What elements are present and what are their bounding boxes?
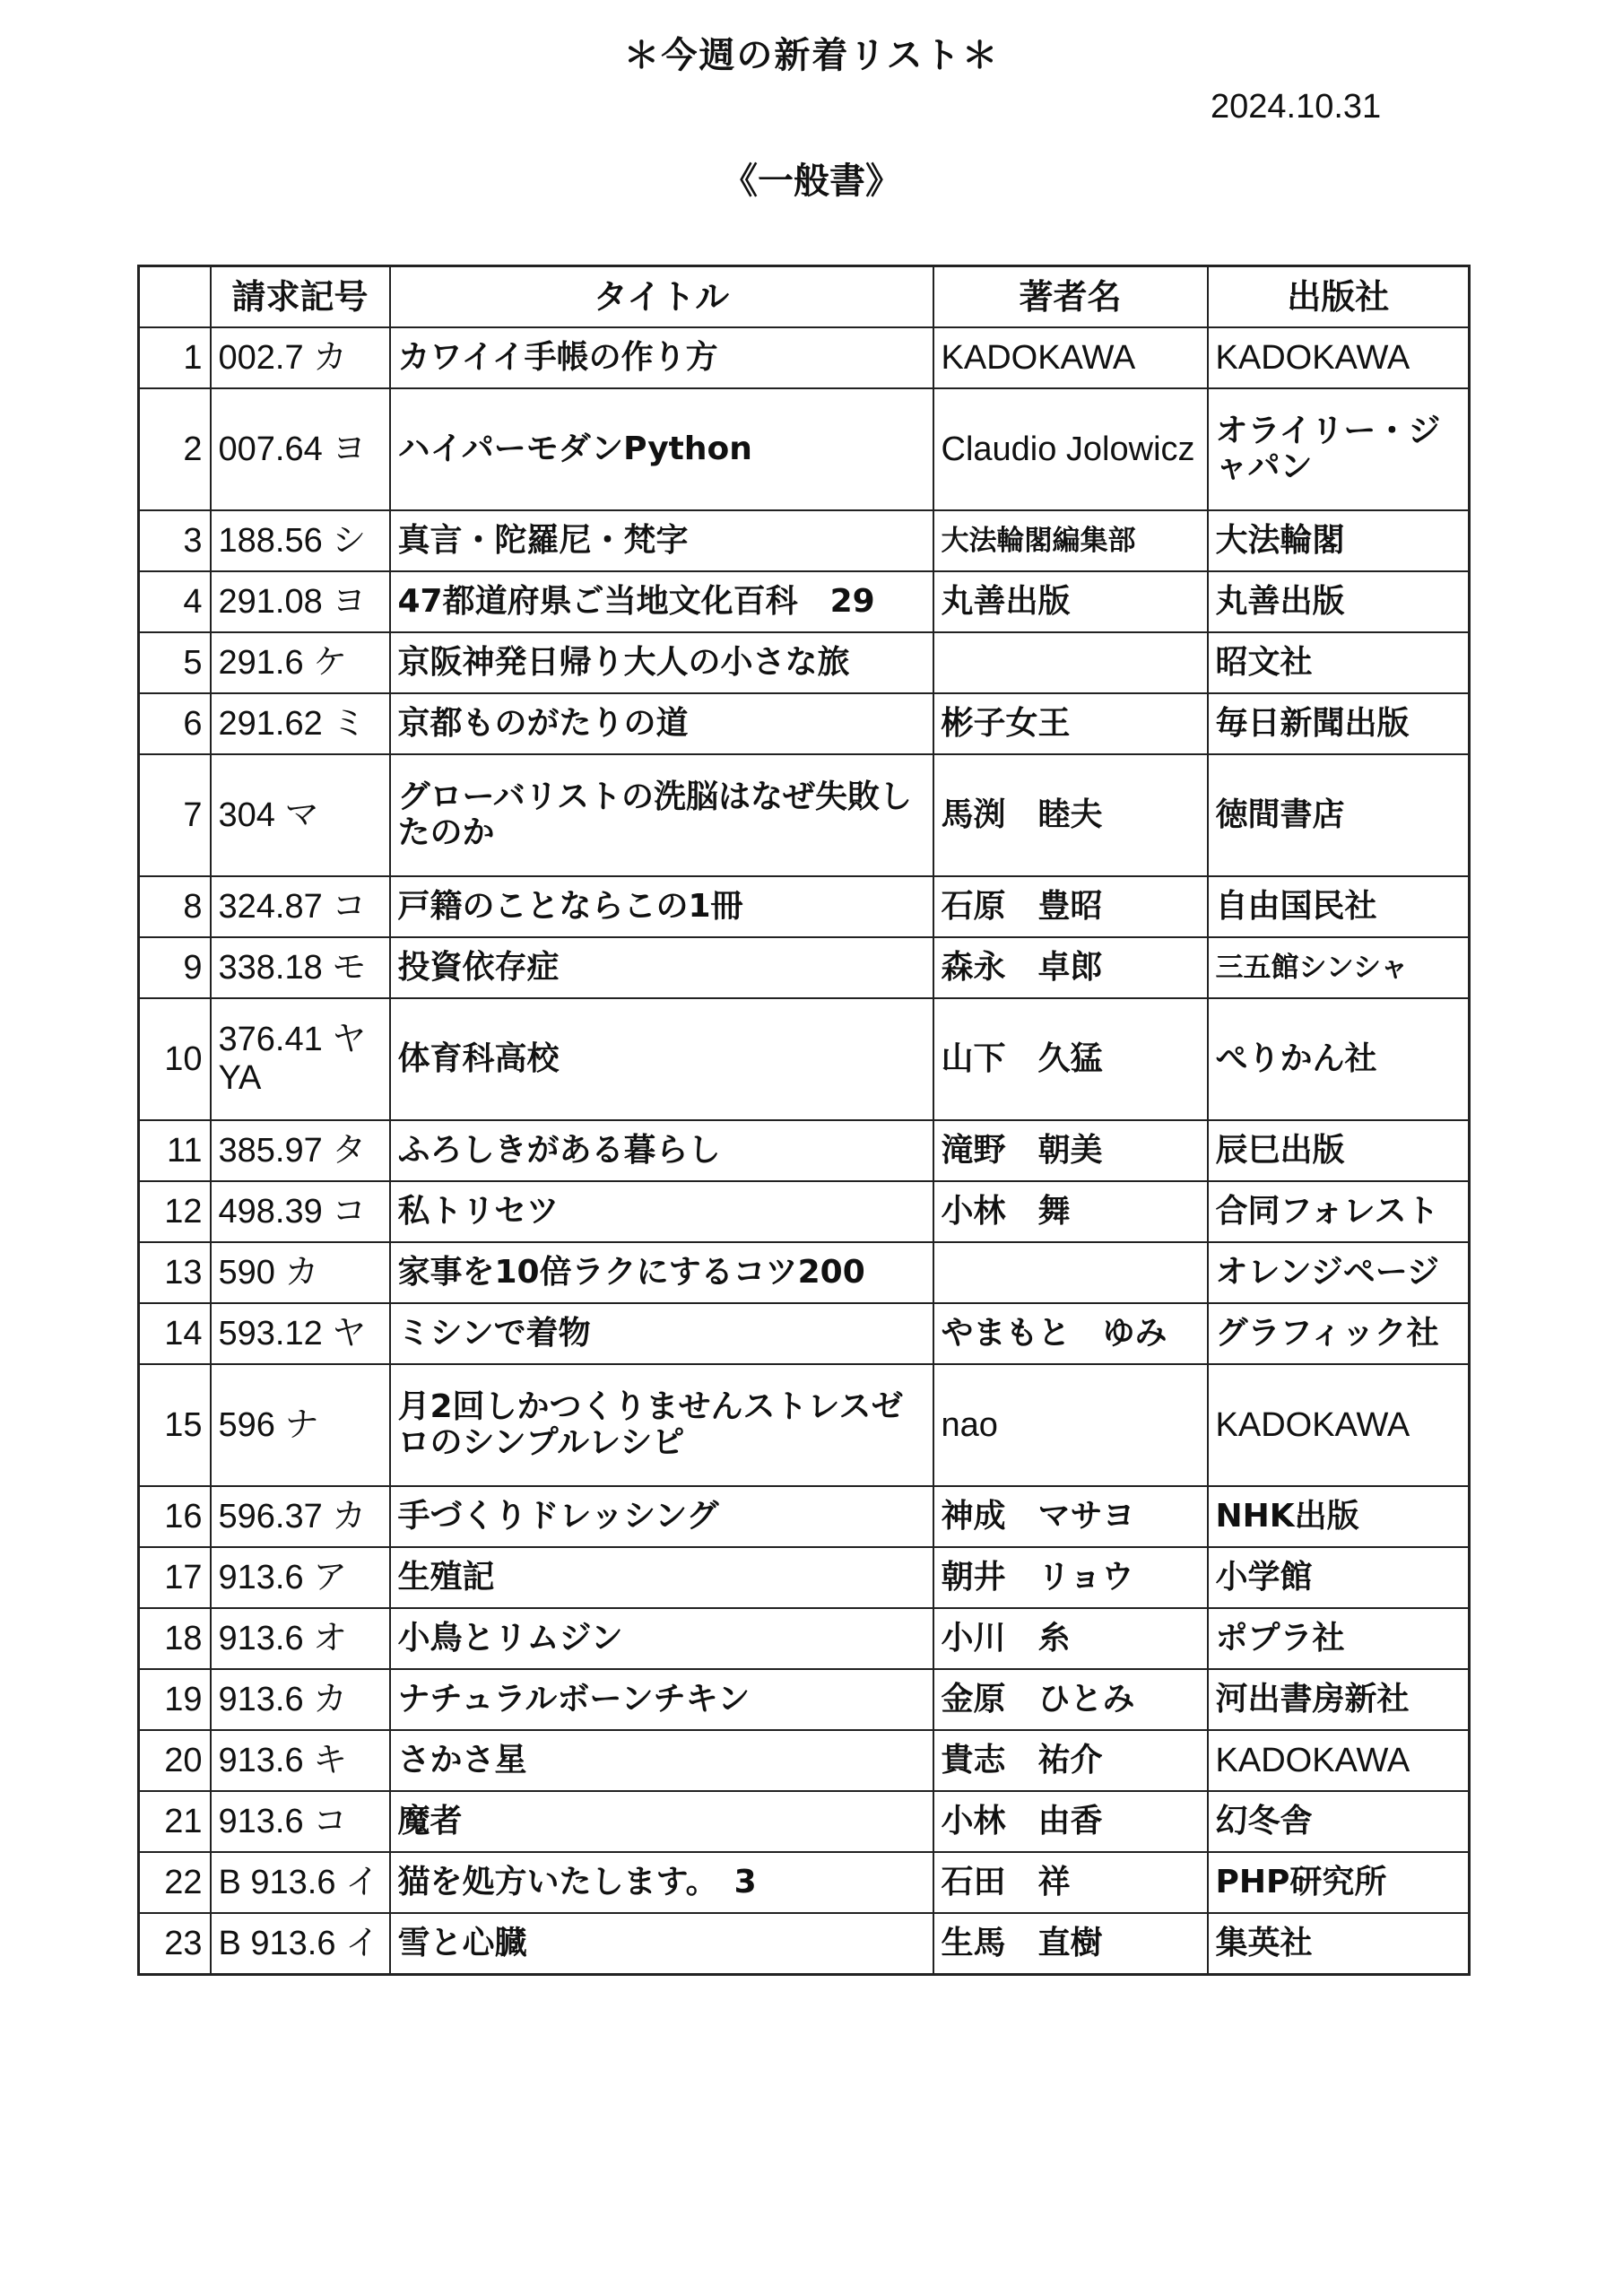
table-row [139,571,1470,632]
table-row [139,327,1470,388]
author-name: 山下 久猛 [933,998,1208,1120]
author-name: 大法輪閣編集部 [933,510,1208,571]
table-row [139,1669,1470,1730]
author-name: 彬子女王 [933,693,1208,754]
publisher-name: ポプラ社 [1208,1608,1470,1669]
table-header-row [139,266,1470,328]
book-title: ふろしきがある暮らし [390,1120,933,1181]
table-row [139,1120,1470,1181]
book-title: カワイイ手帳の作り方 [390,327,933,388]
author-name: 神成 マサヨ [933,1486,1208,1547]
column-header-title: タイトル [390,266,933,328]
author-name: 朝井 リョウ [933,1547,1208,1608]
row-number: 2 [139,388,211,510]
publisher-name: 幻冬舎 [1208,1791,1470,1852]
book-title: 京都ものがたりの道 [390,693,933,754]
call-number: 304 マ [211,754,390,876]
author-name: 石田 祥 [933,1852,1208,1913]
call-number: 593.12 ヤ [211,1303,390,1364]
call-number: 498.39 コ [211,1181,390,1242]
author-name [933,632,1208,693]
table-row [139,754,1470,876]
publisher-name: 徳間書店 [1208,754,1470,876]
call-number: 913.6 キ [211,1730,390,1791]
table-row [139,1303,1470,1364]
author-name: nao [933,1364,1208,1486]
row-number: 8 [139,876,211,937]
row-number: 3 [139,510,211,571]
publisher-name: 自由国民社 [1208,876,1470,937]
call-number: 376.41 ヤ YA [211,998,390,1120]
book-title: 雪と心臓 [390,1913,933,1975]
call-number: 596 ナ [211,1364,390,1486]
book-title: 家事を10倍ラクにするコツ200 [390,1242,933,1303]
row-number: 5 [139,632,211,693]
publisher-name: オライリー・ジャパン [1208,388,1470,510]
table-row [139,1608,1470,1669]
row-number: 12 [139,1181,211,1242]
author-name: Claudio Jolowicz [933,388,1208,510]
call-number: 291.62 ミ [211,693,390,754]
call-number: 913.6 コ [211,1791,390,1852]
call-number: 590 カ [211,1242,390,1303]
book-title: 月2回しかつくりませんストレスゼロのシンプルレシピ [390,1364,933,1486]
column-header-author: 著者名 [933,266,1208,328]
book-title: 戸籍のことならこの1冊 [390,876,933,937]
call-number: 385.97 タ [211,1120,390,1181]
call-number: 324.87 コ [211,876,390,937]
publisher-name: グラフィック社 [1208,1303,1470,1364]
author-name [933,1242,1208,1303]
author-name: 森永 卓郎 [933,937,1208,998]
call-number: 188.56 シ [211,510,390,571]
row-number: 19 [139,1669,211,1730]
book-title: 体育科高校 [390,998,933,1120]
author-name: 滝野 朝美 [933,1120,1208,1181]
row-number: 22 [139,1852,211,1913]
list-date: 2024.10.31 [1211,88,1382,126]
column-header-publisher: 出版社 [1208,266,1470,328]
author-name: 石原 豊昭 [933,876,1208,937]
author-name: 貴志 祐介 [933,1730,1208,1791]
table-row [139,937,1470,998]
table-row [139,1852,1470,1913]
row-number: 6 [139,693,211,754]
row-number: 14 [139,1303,211,1364]
row-number: 10 [139,998,211,1120]
call-number: 913.6 オ [211,1608,390,1669]
author-name: 金原 ひとみ [933,1669,1208,1730]
new-arrivals-table [137,265,1471,1976]
table-row [139,1913,1470,1975]
table-row [139,510,1470,571]
table-row [139,1181,1470,1242]
publisher-name: 三五館シンシャ [1208,937,1470,998]
book-title: さかさ星 [390,1730,933,1791]
author-name: 小林 由香 [933,1791,1208,1852]
table-row [139,1791,1470,1852]
book-title: 京阪神発日帰り大人の小さな旅 [390,632,933,693]
section-heading: 《一般書》 [722,161,901,202]
book-title: 投資依存症 [390,937,933,998]
row-number: 9 [139,937,211,998]
row-number: 1 [139,327,211,388]
publisher-name: KADOKAWA [1208,1364,1470,1486]
book-title: ナチュラルボーンチキン [390,1669,933,1730]
table-row [139,1242,1470,1303]
publisher-name: KADOKAWA [1208,1730,1470,1791]
call-number: 596.37 カ [211,1486,390,1547]
row-number: 13 [139,1242,211,1303]
table-row [139,632,1470,693]
call-number: 913.6 カ [211,1669,390,1730]
table-row [139,1364,1470,1486]
table-row [139,388,1470,510]
publisher-name: KADOKAWA [1208,327,1470,388]
table-row [139,1730,1470,1791]
publisher-name: 大法輪閣 [1208,510,1470,571]
book-title: 47都道府県ご当地文化百科 29 [390,571,933,632]
publisher-name: 小学館 [1208,1547,1470,1608]
row-number: 21 [139,1791,211,1852]
call-number: 002.7 カ [211,327,390,388]
book-title: グローバリストの洗脳はなぜ失敗したのか [390,754,933,876]
author-name: 馬渕 睦夫 [933,754,1208,876]
row-number: 7 [139,754,211,876]
column-header-number [139,266,211,328]
table-row [139,1547,1470,1608]
publisher-name: PHP研究所 [1208,1852,1470,1913]
row-number: 18 [139,1608,211,1669]
page-title: ＊今週の新着リスト＊ [623,35,1000,76]
row-number: 15 [139,1364,211,1486]
call-number: 338.18 モ [211,937,390,998]
table-row [139,876,1470,937]
publisher-name: 河出書房新社 [1208,1669,1470,1730]
publisher-name: 昭文社 [1208,632,1470,693]
row-number: 17 [139,1547,211,1608]
book-title: 私トリセツ [390,1181,933,1242]
publisher-name: 丸善出版 [1208,571,1470,632]
row-number: 20 [139,1730,211,1791]
publisher-name: 毎日新聞出版 [1208,693,1470,754]
book-title: 真言・陀羅尼・梵字 [390,510,933,571]
call-number: 007.64 ヨ [211,388,390,510]
author-name: 小川 糸 [933,1608,1208,1669]
author-name: KADOKAWA [933,327,1208,388]
call-number: 913.6 ア [211,1547,390,1608]
call-number: 291.08 ヨ [211,571,390,632]
row-number: 4 [139,571,211,632]
row-number: 11 [139,1120,211,1181]
author-name: 小林 舞 [933,1181,1208,1242]
call-number: B 913.6 イ [211,1852,390,1913]
book-title: 手づくりドレッシング [390,1486,933,1547]
publisher-name: オレンジページ [1208,1242,1470,1303]
book-title: 魔者 [390,1791,933,1852]
book-title: 小鳥とリムジン [390,1608,933,1669]
row-number: 23 [139,1913,211,1975]
publisher-name: NHK出版 [1208,1486,1470,1547]
table-row [139,693,1470,754]
author-name: 生馬 直樹 [933,1913,1208,1975]
table-row [139,1486,1470,1547]
book-title: ハイパーモダンPython [390,388,933,510]
publisher-name: ぺりかん社 [1208,998,1470,1120]
table-row [139,998,1470,1120]
author-name: やまもと ゆみ [933,1303,1208,1364]
call-number: B 913.6 イ [211,1913,390,1975]
publisher-name: 合同フォレスト [1208,1181,1470,1242]
publisher-name: 集英社 [1208,1913,1470,1975]
book-title: 生殖記 [390,1547,933,1608]
row-number: 16 [139,1486,211,1547]
book-title: 猫を処方いたします。 3 [390,1852,933,1913]
author-name: 丸善出版 [933,571,1208,632]
call-number: 291.6 ケ [211,632,390,693]
publisher-name: 辰巳出版 [1208,1120,1470,1181]
column-header-call-number: 請求記号 [211,266,390,328]
book-title: ミシンで着物 [390,1303,933,1364]
